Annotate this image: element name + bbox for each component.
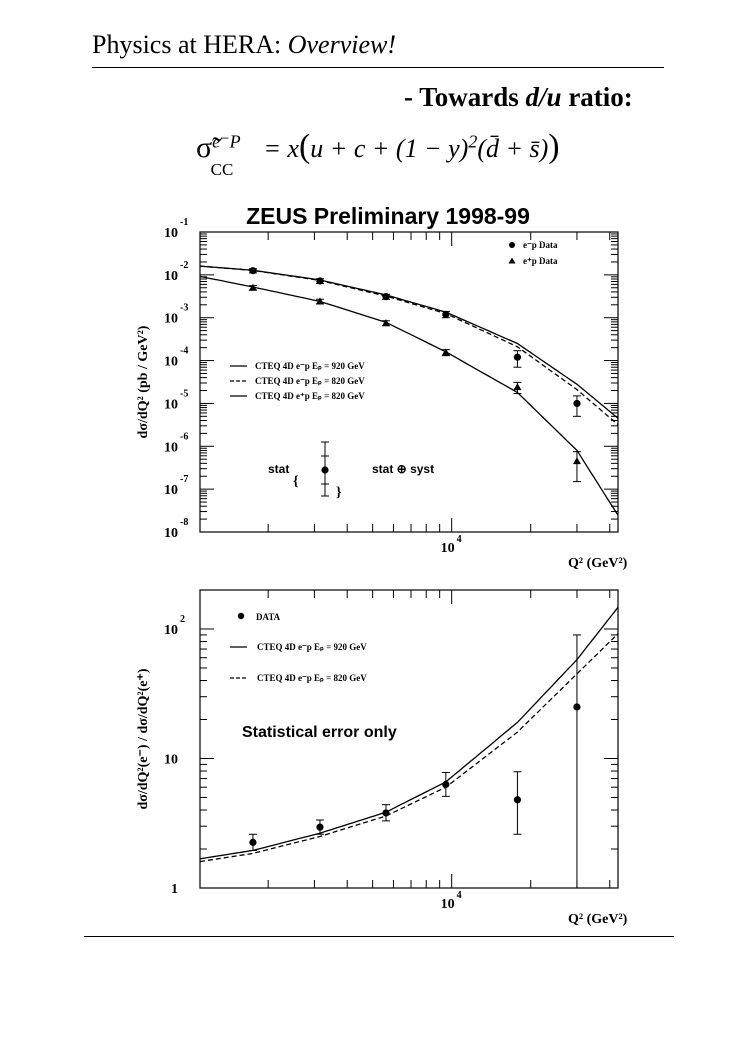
x-tick-exponent: 4 bbox=[456, 890, 462, 901]
annotation-statistical-error: Statistical error only bbox=[242, 724, 397, 741]
legend-marker-label: e⁻p Data bbox=[523, 240, 558, 250]
data-point-circle bbox=[249, 267, 256, 274]
formula-subscript: CC bbox=[210, 160, 234, 179]
data-point-circle bbox=[442, 311, 449, 318]
y-tick-label: 10 bbox=[164, 752, 178, 768]
page-title-main: Physics at HERA: bbox=[92, 30, 288, 59]
legend-line-label: CTEQ 4D e⁻p Eₚ = 820 GeV bbox=[255, 376, 365, 386]
y-tick-label: 10 bbox=[164, 622, 178, 638]
data-point-circle bbox=[249, 839, 256, 846]
curve-dashed bbox=[200, 634, 618, 862]
y-tick-label: 10 bbox=[164, 483, 178, 499]
annotation-brace-open: { bbox=[293, 474, 299, 489]
data-point-circle bbox=[442, 781, 449, 788]
data-point-triangle bbox=[573, 457, 581, 464]
formula-sigma: σ̃ bbox=[196, 131, 213, 164]
x-axis-label: Q² (GeV²) bbox=[568, 556, 628, 571]
subtitle-prefix: - Towards bbox=[404, 82, 526, 112]
formula-paren-close: ) bbox=[548, 128, 560, 165]
data-point-circle bbox=[514, 354, 521, 361]
subtitle-ratio: d/u bbox=[525, 82, 562, 112]
y-axis-label: dσ/dQ² (pb / GeV²) bbox=[136, 325, 151, 439]
subtitle-suffix: ratio: bbox=[561, 82, 633, 112]
y-tick-label: 10 bbox=[164, 526, 178, 541]
data-point-circle bbox=[382, 293, 389, 300]
footer-divider bbox=[84, 936, 674, 937]
legend-line-label: CTEQ 4D e⁺p Eₚ = 820 GeV bbox=[255, 391, 365, 401]
legend-line-label: CTEQ 4D e⁻p Eₚ = 920 GeV bbox=[257, 642, 367, 652]
annotation-point bbox=[321, 466, 328, 473]
data-point-circle bbox=[316, 824, 323, 831]
legend-marker-triangle bbox=[509, 258, 516, 264]
formula-rhs-a: = x bbox=[263, 134, 299, 163]
y-tick-exponent: -5 bbox=[180, 388, 189, 400]
chart-title: ZEUS Preliminary 1998-99 bbox=[246, 203, 530, 229]
annotation-stat-label: stat bbox=[268, 462, 290, 476]
legend-marker-label: DATA bbox=[256, 612, 281, 622]
cross-section-plot bbox=[136, 217, 628, 571]
y-tick-label: 10 bbox=[164, 311, 178, 327]
y-tick-exponent: -4 bbox=[180, 345, 189, 357]
y-tick-exponent: -2 bbox=[180, 259, 189, 271]
formula-rhs-b: u + c + (1 − y) bbox=[310, 134, 469, 163]
annotation-syst-label: stat ⊕ syst bbox=[372, 462, 435, 476]
formula-power: 2 bbox=[468, 131, 478, 152]
y-tick-label: 10 bbox=[164, 226, 178, 241]
y-tick-exponent: -8 bbox=[180, 517, 189, 528]
data-point-circle bbox=[382, 809, 389, 816]
y-tick-label: 10 bbox=[164, 397, 178, 413]
data-point-circle bbox=[573, 703, 580, 710]
legend-line-label: CTEQ 4D e⁻p Eₚ = 820 GeV bbox=[257, 673, 367, 683]
data-point-circle bbox=[316, 277, 323, 284]
data-point-circle bbox=[514, 796, 521, 803]
data-point-triangle bbox=[382, 319, 390, 326]
legend-marker-label: e⁺p Data bbox=[523, 256, 558, 266]
y-axis-label: dσ/dQ²(e⁻) / dσ/dQ²(e⁺) bbox=[136, 668, 151, 810]
y-tick-exponent: -1 bbox=[180, 217, 189, 228]
x-tick-label: 10 bbox=[440, 541, 455, 556]
y-tick-label: 10 bbox=[164, 354, 178, 370]
formula-rhs-c: (d̄ + s̄) bbox=[477, 134, 549, 163]
x-tick-exponent: 4 bbox=[456, 534, 462, 545]
ratio-plot bbox=[136, 590, 628, 927]
legend-line-label: CTEQ 4D e⁻p Eₚ = 920 GeV bbox=[255, 361, 365, 371]
data-point-triangle bbox=[513, 383, 521, 390]
y-tick-exponent: 2 bbox=[180, 613, 185, 625]
y-tick-label: 10 bbox=[164, 440, 178, 456]
y-tick-label: 1 bbox=[171, 882, 178, 897]
x-axis-label: Q² (GeV²) bbox=[568, 912, 628, 927]
annotation-brace-close: } bbox=[336, 485, 342, 500]
legend-marker-circle bbox=[509, 242, 515, 248]
data-point-circle bbox=[573, 400, 580, 407]
y-tick-exponent: -6 bbox=[180, 431, 189, 443]
y-tick-label: 10 bbox=[164, 268, 178, 284]
formula-superscript: e⁻P bbox=[212, 131, 241, 152]
y-tick-exponent: -7 bbox=[180, 474, 189, 486]
page-title-emphasis: Overview! bbox=[287, 30, 397, 59]
y-tick-exponent: -3 bbox=[180, 302, 189, 314]
formula-paren-open: ( bbox=[298, 128, 311, 165]
legend-marker-circle bbox=[238, 613, 244, 619]
x-tick-label: 10 bbox=[440, 897, 455, 912]
